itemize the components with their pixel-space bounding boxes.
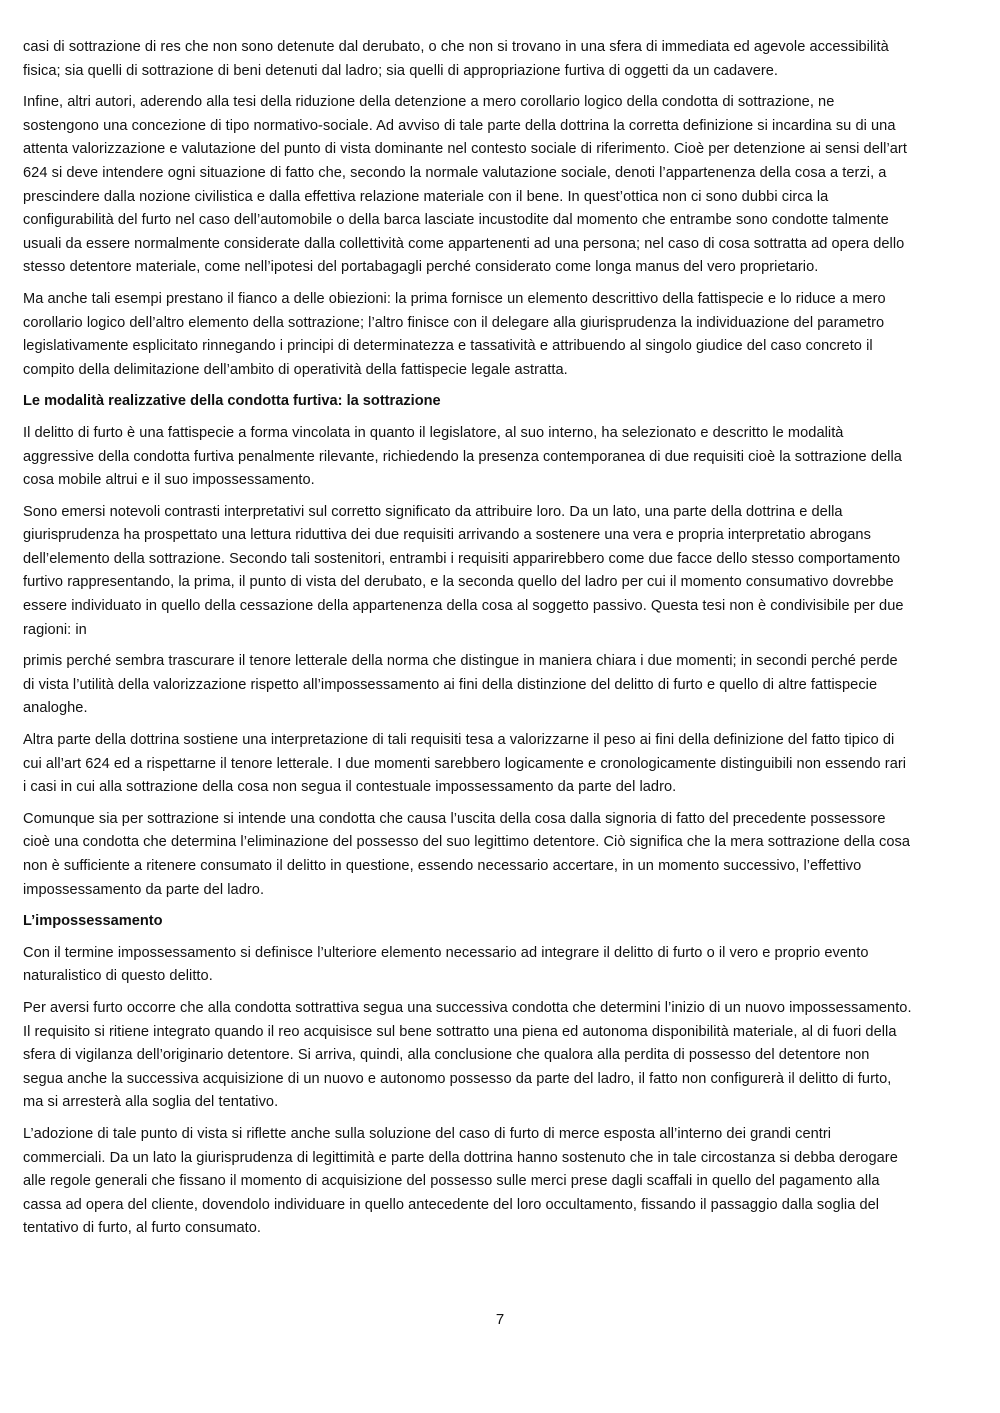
paragraph-10: Per aversi furto occorre che alla condotta sottrattiva segua una successiva condotta che determini l’inizio di un nuovo impossessamento. Il requisito si ritiene integrato quando il reo acquisisce sul bene sottratto una piena ed autonoma disponibilità materiale, al di fuori della sfera di vigilanza dell’originario detentore. Si arriva, quindi, alla conclusione che qualora alla perdita di possesso del detentore non segua anche la successiva acquisizione di un nuovo e autonomo possesso da parte del ladro, il fatto non configurerà il delitto di furto, ma si arresterà alla soglia del tentativo. xyxy=(23,999,912,1111)
paragraph-11: L’adozione di tale punto di vista si riflette anche sulla soluzione del caso di furto di merce esposta all’interno dei grandi centri commerciali. Da un lato la giurisprudenza di legittimità e parte della dottrina hanno sostenuto che in tale circostanza si debba derogare alle regole generali che fissano il momento di acquisizione del possesso sulle merci prese dagli scaffali in quello del pagamento alla cassa ad opera del cliente, dovendolo individuare in quello antecedente del loro occultamento, fissando il passaggio dalla soglia del tentativo di furto, al furto consumato. xyxy=(23,1125,898,1237)
section-heading-impossessamento: L’impossessamento xyxy=(23,913,163,930)
paragraph-3: Ma anche tali esempi prestano il fianco a delle obiezioni: la prima fornisce un elemento descrittivo della fattispecie e lo riduce a mero corollario logico dell’altro elemento della sottrazione; l’altro finisce con il delegare alla giurisprudenza la individuazione del parametro legislativamente esplicitato rinnegando i principi di determinatezza e tassatività e attribuendo al singolo giudice del caso concreto il compito della delimitazione dell’ambito di operatività della fattispecie legale astratta. xyxy=(23,290,886,378)
paragraph-9: Con il termine impossessamento si definisce l’ulteriore elemento necessario ad integrare il delitto di furto o il vero e proprio evento naturalistico di questo delitto. xyxy=(23,944,869,985)
page-number: 7 xyxy=(495,1311,505,1328)
paragraph-5: Sono emersi notevoli contrasti interpretativi sul corretto significato da attribuire loro. Da un lato, una parte della dottrina e della giurisprudenza ha prospettato una lettura riduttiva dei due requisiti arrivando a sostenere una vera e propria interpretatio abrogans dell’elemento della sottrazione. Secondo tali sostenitori, entrambi i requisiti apparirebbero come due facce dello stesso comportamento furtivo rappresentando, la prima, il punto di vista del derubato, e la seconda quello del ladro per cui il momento consumativo dovrebbe essere individuato in quello della cessazione della appartenenza della cosa al soggetto passivo. Questa tesi non è condivisibile per due ragioni: in xyxy=(23,503,904,638)
paragraph-7: Altra parte della dottrina sostiene una interpretazione di tali requisiti tesa a valorizzarne il peso ai fini della definizione del fatto tipico di cui all’art 624 ed a rispettarne il tenore letterale. I due momenti sarebbero logicamente e cronologicamente distinguibili non essendo rari i casi in cui alla sottrazione della cosa non segua il contestuale impossessamento da parte del ladro. xyxy=(23,732,907,796)
paragraph-6: primis perché sembra trascurare il tenore letterale della norma che distingue in maniera chiara i due momenti; in secondi perché perde di vista l’utilità della valorizzazione rispetto all’impossessamento ai fini della distinzione del delitto di furto e quello di altre fattispecie analoghe. xyxy=(23,653,898,717)
paragraph-2: Infine, altri autori, aderendo alla tesi della riduzione della detenzione a mero corollario logico della condotta di sottrazione, ne sostengono una concezione di tipo normativo-sociale. Ad avviso di tale parte della dottrina la corretta definizione si incardina su di una attenta valorizzazione e valutazione del punto di vista dominante nel contesto sociale di riferimento. Cioè per detenzione ai sensi dell’art 624 si deve intendere ogni situazione di fatto che, secondo la normale valutazione sociale, denoti l’appartenenza della cosa a terzi, a prescindere dalla nozione civilistica e dalla effettiva relazione materiale con il bene. In quest’ottica non ci sono dubbi circa la configurabilità del furto nel caso dell’automobile o della barca lasciate incustodite dal momento che entrambe sono condotte talmente usuali da essere normalmente considerate dalla collettività come appartenenti ad una persona; nel caso di cosa sottratta ad opera dello stesso detentore materiale, come nell’ipotesi del portabagagli perché considerato come longa manus del vero proprietario. xyxy=(23,94,907,276)
paragraph-4: Il delitto di furto è una fattispecie a forma vincolata in quanto il legislatore, al suo interno, ha selezionato e descritto le modalità aggressive della condotta furtiva penalmente rilevante, richiedendo la presenza contemporanea di due requisiti cioè la sottrazione della cosa mobile altrui e il suo impossessamento. xyxy=(23,424,902,489)
document-page xyxy=(23,36,913,1249)
section-heading-sottrazione: Le modalità realizzative della condotta furtiva: la sottrazione xyxy=(23,393,441,410)
paragraph-8: Comunque sia per sottrazione si intende una condotta che causa l’uscita della cosa dalla signoria di fatto del precedente possessore cioè una condotta che determina l’eliminazione del possesso del suo legittimo detentore. Ciò significa che la mera sottrazione della cosa non è sufficiente a ritenere consumato il delitto in questione, essendo necessario accertare, in un momento successivo, l’effettivo impossessamento da parte del ladro. xyxy=(23,810,911,898)
paragraph-1: casi di sottrazione di res che non sono detenute dal derubato, o che non si trovano in una sfera di immediata ed agevole accessibilità fisica; sia quelli di sottrazione di beni detenuti dal ladro; sia quelli di appropriazione furtiva di oggetti da un cadavere. xyxy=(23,39,889,79)
